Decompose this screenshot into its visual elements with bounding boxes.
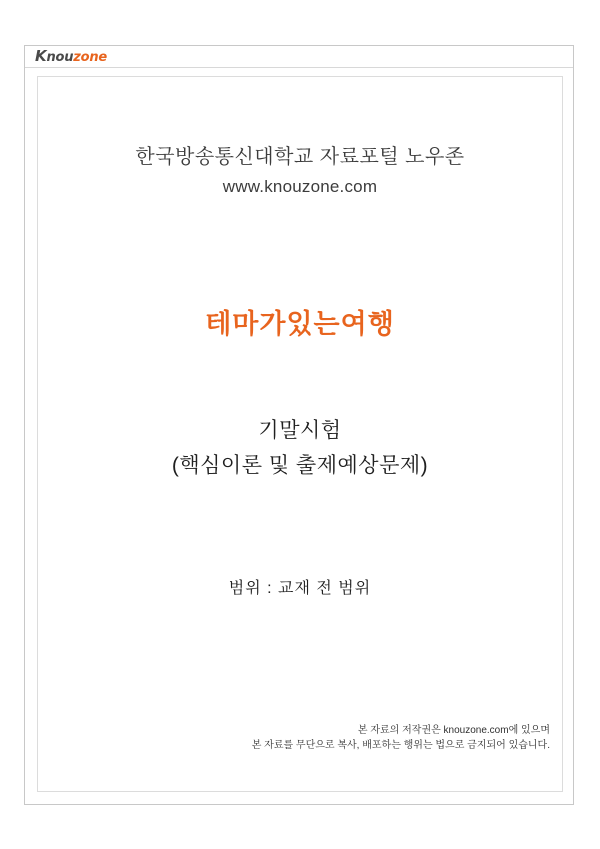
logo-letter-k: K bbox=[35, 47, 47, 65]
site-title: 한국방송통신대학교 자료포털 노우존 bbox=[135, 146, 465, 168]
exam-type: 기말시험 bbox=[258, 419, 342, 442]
logo-text-zone: zone bbox=[73, 50, 108, 65]
cover-content bbox=[38, 77, 562, 791]
exam-subtitle: (핵심이론 및 출제예상문제) bbox=[171, 454, 429, 477]
page-title: 테마가있는여행 bbox=[205, 309, 395, 339]
copyright-line-1: 본 자료의 저작권은 knouzone.com에 있으며 bbox=[357, 725, 550, 736]
site-url: www.knouzone.com bbox=[222, 177, 378, 196]
content-frame bbox=[37, 76, 563, 792]
document-sheet bbox=[24, 45, 574, 805]
logo-text-nou: nou bbox=[46, 50, 74, 65]
logo-bar bbox=[25, 46, 573, 68]
exam-scope: 범위 : 교재 전 범위 bbox=[228, 580, 372, 597]
knouzone-logo bbox=[35, 48, 107, 66]
copyright-line-2: 본 자료를 무단으로 복사, 배포하는 행위는 법으로 금지되어 있습니다. bbox=[251, 740, 550, 751]
copyright-notice bbox=[252, 723, 550, 753]
